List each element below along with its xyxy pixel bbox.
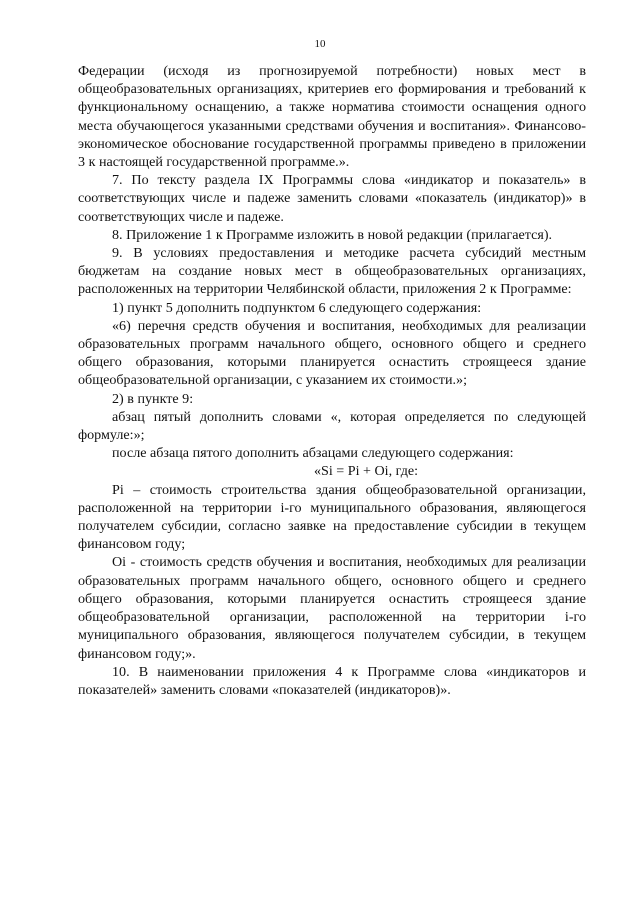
paragraph-item-9: 9. В условиях предоставления и методике расчета субсидий местным бюджетам на создание новых мест в общеобразовательных организациях, расположенных на территории Челябинской области, приложения 2 к Программе: [78,245,586,298]
paragraph-item-8: 8. Приложение 1 к Программе изложить в новой редакции (прилагается). [112,226,553,243]
paragraph-continuation: Федерации (исходя из прогнозируемой потребности) новых мест в общеобразовательных организациях, критериев его формирования и требований к функциональному оснащению, а также норматива стоимости оснащения одного места обучающегося указанными средствами обучения и воспитания». Финансово-экономическое обоснование государственной программы приведено в приложении 3 к настоящей государственной программе.». [78,63,586,171]
document-body [78,62,586,699]
paragraph-oi-definition: Oi - стоимость средств обучения и воспитания, необходимых для реализации образовательных программ начального общего, основного общего и среднего общего образования, которыми планируется оснастить строящееся здание общеобразовательной организации, расположенной на территории i-го муниципального образования, являющегося получателем субсидии, в текущем финансовом году;». [78,554,586,662]
paragraph-item-10: 10. В наименовании приложения 4 к Программе слова «индикаторов и показателей» заменить словами «показателей (индикаторов)». [78,663,586,698]
paragraph-quote-6: «6) перечня средств обучения и воспитания, необходимых для реализации образовательных программ начального общего, основного общего и среднего общего образования, которыми планируется оснастить строящееся здание общеобразовательной организации, с указанием их стоимости.»; [78,317,586,389]
page-number: 10 [314,38,326,50]
paragraph-after-abzac: после абзаца пятого дополнить абзацами следующего содержания: [112,445,514,462]
formula-line: «Si = Pi + Oi, где: [313,463,419,480]
paragraph-abzac-5: абзац пятый дополнить словами «, которая определяется по следующей формуле:»; [78,408,586,444]
paragraph-item-7: 7. По тексту раздела IX Программы слова «индикатор и показатель» в соответствующих числе и падеже заменить словами «показатель (индикатор)» в соответствующих числе и падеже. [78,172,586,225]
paragraph-subitem-2: 2) в пункте 9: [112,390,194,407]
paragraph-subitem-1: 1) пункт 5 дополнить подпунктом 6 следующего содержания: [112,299,482,316]
paragraph-pi-definition: Pi – стоимость строительства здания общеобразовательной организации, расположенной на территории i-го муниципального образования, являющегося получателем субсидии, согласно заявке на предоставление субсидии в текущем финансовом году; [78,481,586,553]
